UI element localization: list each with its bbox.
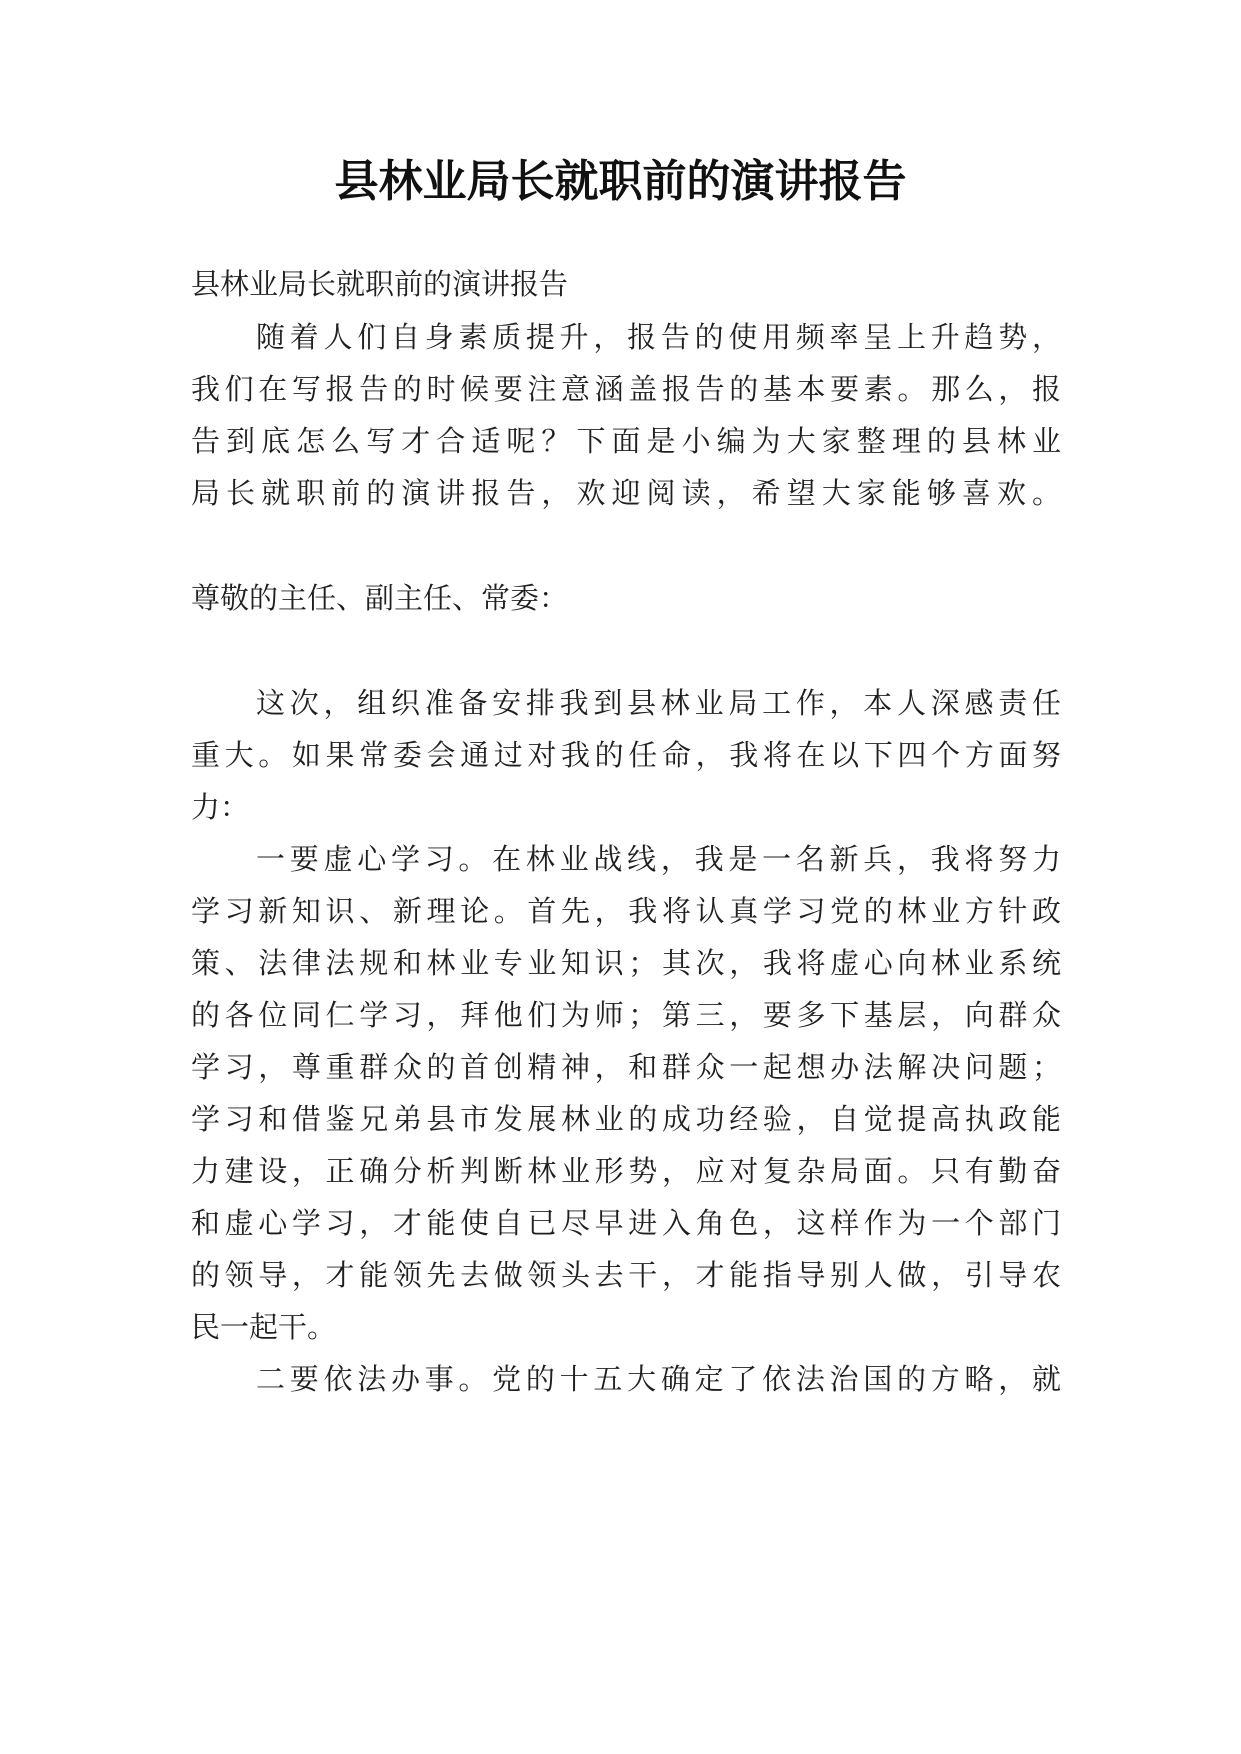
paragraph-line: 二要依法办事。党的十五大确定了依法治国的方略，就 [256,1362,1061,1396]
paragraph-line: 力建设，正确分析判断林业形势，应对复杂局面。只有勤奋 [191,1154,1061,1188]
paragraph-line: 民一起干。 [191,1310,337,1344]
paragraph-line: 学习新知识、新理论。首先，我将认真学习党的林业方针政 [191,894,1061,928]
document-subtitle: 县林业局长就职前的演讲报告 [191,267,569,301]
salutation: 尊敬的主任、副主任、常委： [191,581,569,615]
paragraph-line: 的各位同仁学习，拜他们为师；第三，要多下基层，向群众 [191,998,1061,1032]
paragraph-line: 的领导，才能领先去做领头去干，才能指导别人做，引导农 [191,1258,1061,1292]
paragraph-line: 和虚心学习，才能使自已尽早进入角色，这样作为一个部门 [191,1206,1061,1240]
paragraph-line: 一要虚心学习。在林业战线，我是一名新兵，我将努力 [256,842,1061,876]
paragraph-line: 学习，尊重群众的首创精神，和群众一起想办法解决问题； [191,1050,1061,1084]
paragraph-line: 学习和借鉴兄弟县市发展林业的成功经验，自觉提高执政能 [191,1102,1061,1136]
paragraph-line: 我们在写报告的时候要注意涵盖报告的基本要素。那么，报 [191,372,1061,406]
paragraph-line: 力： [191,790,250,824]
paragraph-line: 随着人们自身素质提升，报告的使用频率呈上升趋势， [256,320,1061,354]
paragraph-line: 告到底怎么写才合适呢？下面是小编为大家整理的县林业 [191,424,1061,458]
paragraph-line: 策、法律法规和林业专业知识；其次，我将虚心向林业系统 [191,946,1061,980]
document-title: 县林业局长就职前的演讲报告 [334,156,907,207]
paragraph-line: 重大。如果常委会通过对我的任命，我将在以下四个方面努 [191,738,1061,772]
paragraph-line: 这次，组织准备安排我到县林业局工作，本人深感责任 [256,686,1061,720]
paragraph-line: 局长就职前的演讲报告，欢迎阅读，希望大家能够喜欢。 [191,476,1061,510]
